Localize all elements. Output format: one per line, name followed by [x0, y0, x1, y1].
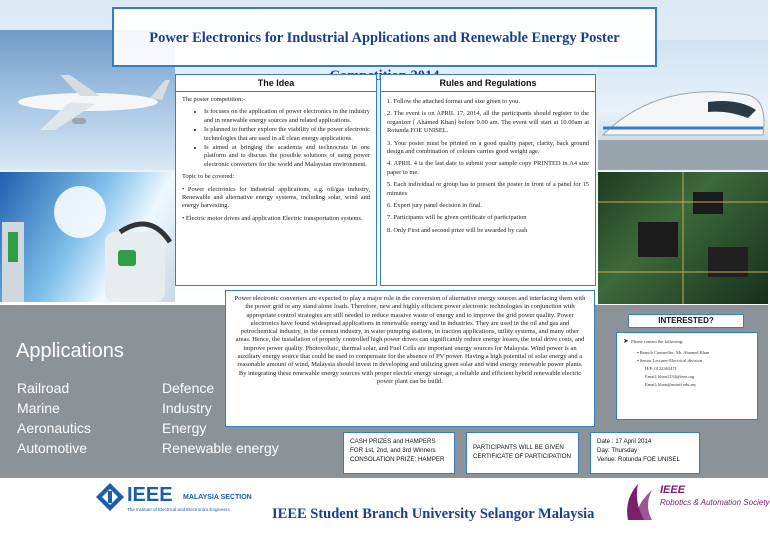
- application-item: Marine: [17, 400, 60, 416]
- ras-logo: [622, 478, 768, 528]
- idea-bullets: [182, 108, 370, 169]
- ieee-malaysia-logo: [95, 482, 265, 516]
- rule-item: 2. The event is on APRIL 17, 2014, all the participants should register to the organizer [ Ahamed Khan] before 9.00 am. The event will start at 10.00am at Rotunda FOE UNISEL.: [387, 110, 589, 135]
- idea-panel: [175, 74, 377, 286]
- contact-email[interactable]: Email: khan@unisel.edu.my: [645, 382, 697, 387]
- certificate-line: PARTICIPANTS WILL BE GIVEN: [473, 444, 564, 451]
- ieee-tagline: The Institute of Electrical and Electronics Engineers: [127, 507, 230, 512]
- rules-panel: [380, 74, 596, 286]
- poster-title: Power Electronics for Industrial Applications and Renewable Energy Poster: [149, 30, 620, 46]
- contact-lead-text: Please contact the following:: [631, 339, 684, 344]
- description-panel: Power electronic converters are expected to play a major role in the conversion of alternative energy sources and interfacing them with the power grid or any stand alone loads. Therefore, new and highly efficient power electronic technologies in conjunction with appropriate control strategies are still needed to reduce massive waste of energy and to improve the grid power quality. Power electronics have found widespread applications in renewable energy and in industries. They are used in the oil and gas and petrochemical industry, in the cement industry, in water pumping stations, in traction applications, utility systems, and many other areas. Hence, the installation of properly controlled high power drives can significantly reduce energy losses, the total drive costs, and improve power quality. Photovoltaic, thermal solar, and Fuel Cells are important energy sources for Malaysia. Wind power is an auxiliary energy source that could be used to compensate for the absence of PV power. Having a high potential of solar energy and a reasonable amount of wind, Malaysia should invest in developing and utilizing green solar and wind energy renewable power plants. By integrating these renewable energy sources with proper electric energy storage, a reliable and efficient hybrid renewable electric power plant can be build.: [225, 290, 595, 427]
- contact-lines: [623, 349, 751, 365]
- rule-item: 8. Only First and second prize will be awarded by cash: [387, 226, 528, 234]
- applications-col2: [162, 378, 279, 458]
- application-item: Aeronautics: [17, 420, 91, 436]
- topics-label: Topic to be covered:: [182, 173, 235, 181]
- contact-phone: H/P: 0122365471: [645, 366, 677, 371]
- application-item: Railroad: [17, 380, 70, 396]
- event-day: Day: Thursday: [597, 447, 638, 454]
- idea-intro: The poster competition:-: [182, 96, 246, 103]
- contact-text: Branch Counsellor: Mr. Ahamed Khan: [639, 350, 710, 355]
- interested-heading: INTERESTED?: [628, 314, 744, 328]
- ieee-section-label: MALAYSIA SECTION: [183, 494, 252, 501]
- title-banner: [112, 7, 657, 67]
- contact-details: [623, 365, 751, 389]
- prizes-box: [343, 432, 455, 474]
- ev-charger-photo: [0, 172, 175, 302]
- contact-panel: [616, 332, 758, 420]
- contact-text: Senior Lecturer-Electrical division: [639, 358, 703, 363]
- certificate-line: CERTIFICATE OF PARTICIPATION: [473, 453, 571, 460]
- event-box: [590, 432, 700, 474]
- idea-bullet: • Is planned to further explore the viability of the power electronic technologies that are used in all clean energy applications.: [204, 126, 370, 143]
- prizes-line: CASH PRIZES and HAMPERS: [350, 438, 436, 445]
- rule-item: 6. Expert jury panel decision in final.: [387, 202, 483, 210]
- application-item: Defence: [162, 380, 215, 396]
- event-date: Date : 17 April 2014: [597, 438, 652, 445]
- rule-item: 7. Participants will be given certificate of participation: [387, 214, 527, 222]
- contact-email[interactable]: Email: khan1234@ieee.org: [645, 374, 695, 379]
- contact-line: ▪ Branch Counsellor: Mr. Ahamed Khan: [637, 350, 710, 355]
- applications-col1: [17, 378, 91, 458]
- application-item: Automotive: [17, 440, 88, 456]
- idea-bullet: • Is aimed at bringing the academia and technocrats in one platform and to discuss the possible solutions of using power electronic converters for the world and Malaysian environment.: [204, 144, 370, 169]
- application-item: Industry: [162, 400, 212, 416]
- ieee-wordmark: IEEE: [127, 484, 173, 506]
- idea-bullet: • Is focuses on the application of power electronics in the industry and in renewable energy sources and related applications.: [204, 108, 370, 125]
- event-venue: Venue: Rotunda FOE UNISEL: [597, 456, 680, 463]
- contact-lead: [623, 337, 751, 346]
- rule-item: 4. APRIL 4 is the last date to submit your sample copy PRINTED in A4 size paper to me.: [387, 160, 589, 176]
- ieee-diamond-icon: [95, 482, 125, 512]
- prizes-line: CONSOLATION PRIZE: HAMPER: [350, 456, 445, 463]
- rules-heading: Rules and Regulations: [381, 75, 595, 92]
- rule-item: 5. Each individual or group has to present the poster in front of a panel for 15 minutes: [387, 181, 589, 197]
- topic-item: • Power electronics for industrial applications, e.g. oil/gas industry, Renewable and alternative energy systems, including solar, wind and energy harvesting.: [182, 185, 370, 210]
- student-branch-title: IEEE Student Branch University Selangor Malaysia: [272, 506, 595, 522]
- arrow-bullet-icon: ➤: [623, 337, 629, 345]
- rule-item: 1. Follow the attached format and size given to you.: [387, 98, 520, 105]
- topic-item: • Electric motor drives and application Electric transportation systems.: [182, 214, 363, 222]
- ras-title: IEEE: [660, 484, 686, 496]
- ras-emblem-icon: [622, 480, 656, 524]
- certificate-box: [466, 432, 579, 474]
- application-item: Energy: [162, 420, 207, 436]
- applications-heading: Applications: [16, 340, 124, 362]
- contact-line: ▪ Senior Lecturer-Electrical division: [637, 358, 703, 363]
- circuit-board-photo: [598, 172, 768, 304]
- ras-subtitle: Robotics & Automation Society: [660, 498, 770, 507]
- application-item: Renewable energy: [162, 440, 279, 456]
- rule-item: 3. Your poster must be printed on a good quality paper, clarity, back ground design and combination of colours carries good weight age.: [387, 139, 589, 156]
- prizes-line: FOR 1st, 2nd, and 3rd Winners: [350, 447, 436, 454]
- idea-heading: The Idea: [176, 75, 376, 92]
